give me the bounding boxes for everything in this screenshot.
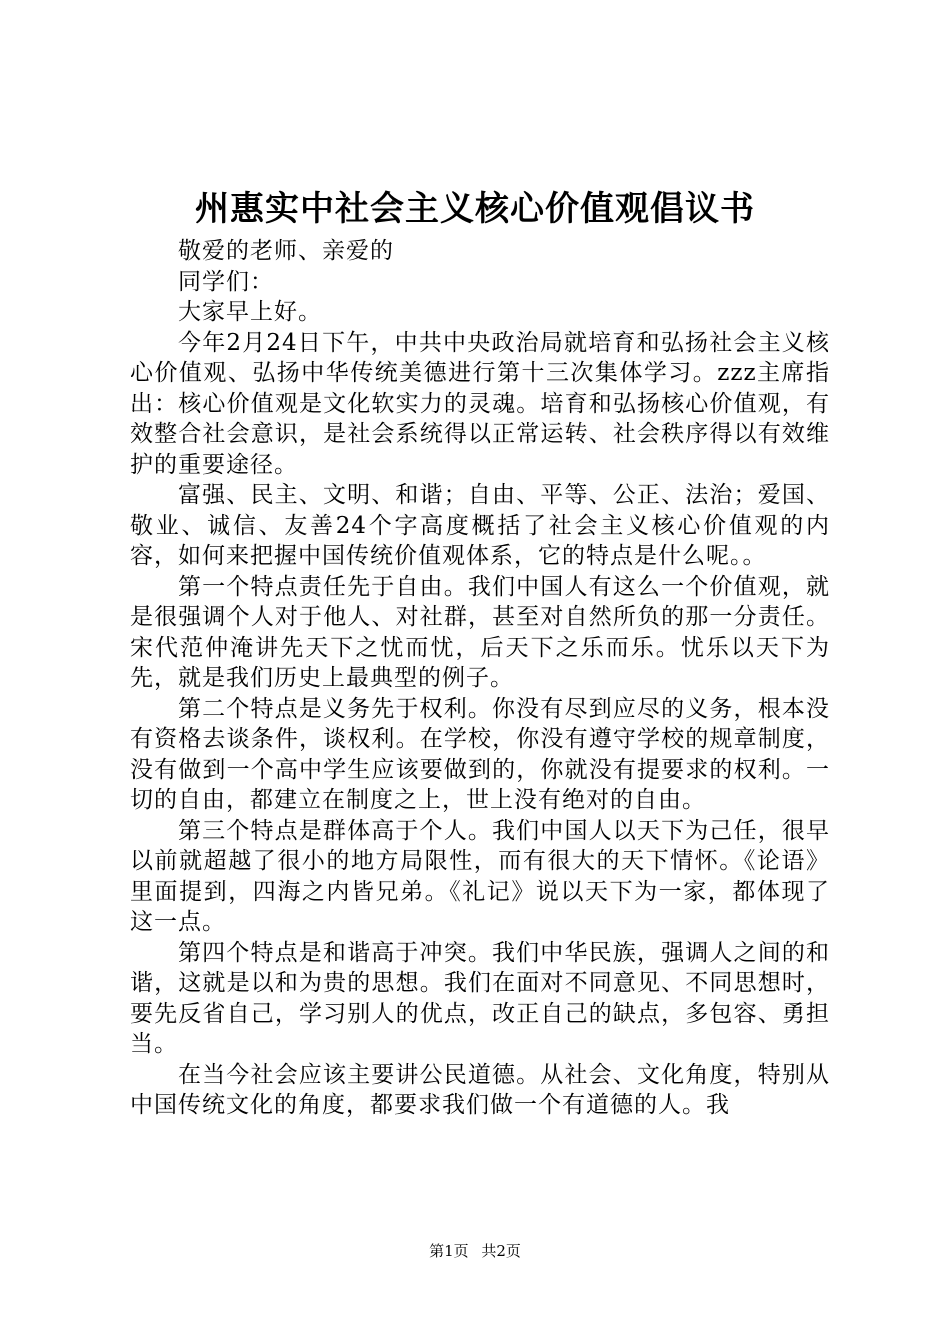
page-number-total: 共2页: [481, 1242, 521, 1260]
document-body: [130, 236, 830, 1121]
page-footer: [0, 1240, 950, 1261]
salutation-line-2: 同学们：: [178, 268, 274, 295]
paragraph: 第二个特点是义务先于权利。你没有尽到应尽的义务，根本没有资格去谈条件，谈权利。在学校，你没有遵守学校的规章制度，没有做到一个高中学生应该要做到的，你就没有提要求的权利。一切的自由，都建立在制度之上，世上没有绝对的自由。: [130, 695, 830, 813]
page-number-current: 第1页: [429, 1242, 469, 1260]
paragraph: 第三个特点是群体高于个人。我们中国人以天下为己任，很早以前就超越了很小的地方局限性，而有很大的天下情怀。《论语》里面提到，四海之内皆兄弟。《礼记》说以天下为一家，都体现了这一点。: [130, 817, 830, 935]
paragraph: 在当今社会应该主要讲公民道德。从社会、文化角度，特别从中国传统文化的角度，都要求我们做一个有道德的人。我: [130, 1061, 830, 1118]
document-title: 州惠实中社会主义核心价值观倡议书: [195, 189, 755, 229]
paragraph: 富强、民主、文明、和谐；自由、平等、公正、法治；爱国、敬业、诚信、友善24个字高度概括了社会主义核心价值观的内容，如何来把握中国传统价值观体系，它的特点是什么呢。。: [130, 482, 830, 569]
greeting: 大家早上好。: [178, 299, 322, 325]
paragraph: 第一个特点责任先于自由。我们中国人有这么一个价值观，就是很强调个人对于他人、对社群，甚至对自然所负的那一分责任。宋代范仲淹讲先天下之忧而忧，后天下之乐而乐。忧乐以天下为先，就是我们历史上最典型的例子。: [130, 573, 830, 691]
paragraph: 今年2月24日下午，中共中央政治局就培育和弘扬社会主义核心价值观、弘扬中华传统美德进行第十三次集体学习。zzz主席指出：核心价值观是文化软实力的灵魂。培育和弘扬核心价值观，有效整合社会意识，是社会系统得以正常运转、社会秩序得以有效维护的重要途径。: [130, 329, 830, 478]
salutation-line-1: 敬爱的老师、亲爱的: [178, 238, 394, 264]
paragraph: 第四个特点是和谐高于冲突。我们中华民族，强调人之间的和谐，这就是以和为贵的思想。我们在面对不同意见、不同思想时，要先反省自己，学习别人的优点，改正自己的缺点，多包容、勇担当。: [130, 939, 830, 1057]
